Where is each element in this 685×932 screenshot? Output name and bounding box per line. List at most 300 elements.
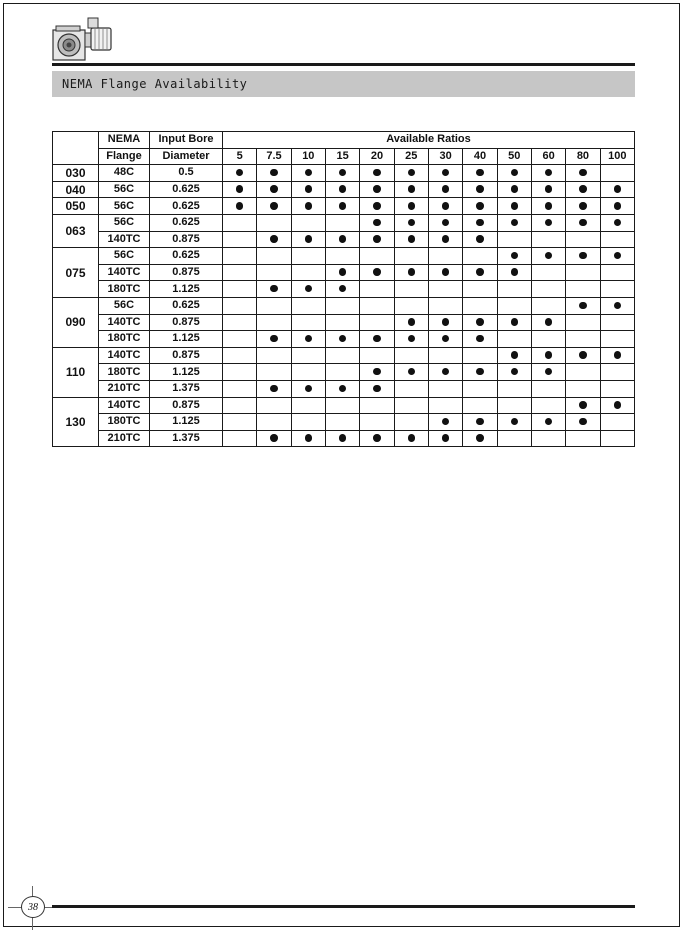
- ratio-availability-cell: [531, 181, 565, 198]
- ratio-availability-cell: [566, 331, 600, 348]
- ratio-availability-cell: [257, 331, 291, 348]
- filled-dot-icon: [339, 268, 347, 276]
- available-ratios-header: Available Ratios: [223, 132, 635, 149]
- footer-rule: [52, 905, 635, 908]
- ratio-availability-cell: [497, 264, 531, 281]
- table-row: [53, 281, 635, 298]
- filled-dot-icon: [305, 235, 313, 243]
- ratio-header-cell: 10: [291, 148, 325, 165]
- filled-dot-icon: [270, 335, 278, 343]
- filled-dot-icon: [270, 202, 278, 210]
- ratio-availability-cell: [360, 165, 394, 182]
- gearbox-size-cell: 075: [53, 248, 99, 298]
- filled-dot-icon: [408, 202, 416, 210]
- ratio-availability-cell: [428, 281, 462, 298]
- filled-dot-icon: [511, 169, 519, 177]
- ratio-availability-cell: [360, 430, 394, 447]
- ratio-availability-cell: [394, 414, 428, 431]
- bore-diameter-cell: 0.625: [150, 297, 223, 314]
- ratio-availability-cell: [325, 198, 359, 215]
- ratio-availability-cell: [531, 430, 565, 447]
- ratio-availability-cell: [223, 264, 257, 281]
- ratio-availability-cell: [360, 414, 394, 431]
- ratio-availability-cell: [291, 331, 325, 348]
- ratio-header-cell: 100: [600, 148, 634, 165]
- filled-dot-icon: [545, 202, 553, 210]
- ratio-availability-cell: [463, 314, 497, 331]
- ratio-availability-cell: [531, 414, 565, 431]
- bore-diameter-cell: 0.875: [150, 347, 223, 364]
- ratio-availability-cell: [566, 214, 600, 231]
- ratio-header-cell: 20: [360, 148, 394, 165]
- table-row: [53, 331, 635, 348]
- ratio-availability-cell: [291, 314, 325, 331]
- ratio-availability-cell: [257, 364, 291, 381]
- nema-flange-cell: 140TC: [99, 347, 150, 364]
- filled-dot-icon: [476, 335, 484, 343]
- gearbox-size-cell: 090: [53, 297, 99, 347]
- ratio-availability-cell: [291, 364, 325, 381]
- ratio-availability-cell: [497, 297, 531, 314]
- ratio-availability-cell: [325, 231, 359, 248]
- ratio-availability-cell: [600, 281, 634, 298]
- table-row: [53, 430, 635, 447]
- ratio-availability-cell: [291, 181, 325, 198]
- filled-dot-icon: [614, 351, 622, 359]
- filled-dot-icon: [305, 285, 313, 293]
- ratio-availability-cell: [291, 198, 325, 215]
- filled-dot-icon: [545, 418, 553, 426]
- ratio-availability-cell: [428, 248, 462, 265]
- ratio-availability-cell: [566, 414, 600, 431]
- ratio-availability-cell: [531, 198, 565, 215]
- ratio-availability-cell: [325, 214, 359, 231]
- ratio-availability-cell: [566, 264, 600, 281]
- filled-dot-icon: [408, 268, 416, 276]
- ratio-availability-cell: [600, 414, 634, 431]
- filled-dot-icon: [305, 185, 313, 193]
- ratio-availability-cell: [566, 430, 600, 447]
- ratio-availability-cell: [394, 264, 428, 281]
- filled-dot-icon: [339, 185, 347, 193]
- filled-dot-icon: [476, 318, 484, 326]
- nema-flange-cell: 140TC: [99, 397, 150, 414]
- ratio-availability-cell: [394, 364, 428, 381]
- filled-dot-icon: [511, 202, 519, 210]
- filled-dot-icon: [614, 219, 622, 227]
- table-header-row: [53, 132, 635, 149]
- ratio-availability-cell: [394, 331, 428, 348]
- bore-diameter-cell: 1.375: [150, 380, 223, 397]
- ratio-availability-cell: [566, 397, 600, 414]
- filled-dot-icon: [408, 235, 416, 243]
- ratio-availability-cell: [600, 331, 634, 348]
- table-row: [53, 414, 635, 431]
- gearbox-size-cell: 030: [53, 165, 99, 182]
- ratio-availability-cell: [566, 347, 600, 364]
- filled-dot-icon: [373, 219, 381, 227]
- ratio-availability-cell: [394, 214, 428, 231]
- bore-diameter-cell: 0.875: [150, 314, 223, 331]
- ratio-availability-cell: [291, 231, 325, 248]
- nema-flange-cell: 56C: [99, 297, 150, 314]
- ratio-availability-cell: [566, 231, 600, 248]
- ratio-availability-cell: [497, 231, 531, 248]
- bore-diameter-cell: 1.125: [150, 331, 223, 348]
- ratio-availability-cell: [257, 297, 291, 314]
- ratio-availability-cell: [463, 214, 497, 231]
- filled-dot-icon: [545, 185, 553, 193]
- ratio-availability-cell: [566, 165, 600, 182]
- ratio-availability-cell: [223, 281, 257, 298]
- table-row: [53, 314, 635, 331]
- nema-flange-cell: 56C: [99, 248, 150, 265]
- filled-dot-icon: [579, 202, 587, 210]
- ratio-availability-cell: [360, 297, 394, 314]
- ratio-availability-cell: [257, 231, 291, 248]
- table-row: [53, 165, 635, 182]
- bore-header-top: Input Bore: [150, 132, 223, 149]
- filled-dot-icon: [442, 268, 450, 276]
- filled-dot-icon: [408, 368, 416, 376]
- ratio-availability-cell: [394, 281, 428, 298]
- filled-dot-icon: [476, 268, 484, 276]
- ratio-availability-cell: [428, 397, 462, 414]
- filled-dot-icon: [442, 418, 450, 426]
- filled-dot-icon: [408, 434, 416, 442]
- ratio-availability-cell: [566, 364, 600, 381]
- ratio-availability-cell: [531, 347, 565, 364]
- ratio-availability-cell: [291, 297, 325, 314]
- ratio-availability-cell: [428, 264, 462, 281]
- nema-flange-cell: 56C: [99, 214, 150, 231]
- ratio-availability-cell: [463, 281, 497, 298]
- table-row: [53, 214, 635, 231]
- ratio-availability-cell: [497, 414, 531, 431]
- filled-dot-icon: [511, 185, 519, 193]
- filled-dot-icon: [442, 169, 450, 177]
- nema-flange-cell: 180TC: [99, 364, 150, 381]
- ratio-availability-cell: [566, 297, 600, 314]
- nema-flange-cell: 140TC: [99, 314, 150, 331]
- ratio-header-cell: 40: [463, 148, 497, 165]
- ratio-header-cell: 25: [394, 148, 428, 165]
- ratio-availability-cell: [463, 264, 497, 281]
- ratio-availability-cell: [325, 430, 359, 447]
- ratio-availability-cell: [497, 364, 531, 381]
- size-header-cell: [53, 132, 99, 165]
- ratio-availability-cell: [531, 297, 565, 314]
- filled-dot-icon: [236, 169, 244, 177]
- filled-dot-icon: [545, 219, 553, 227]
- ratio-availability-cell: [428, 414, 462, 431]
- filled-dot-icon: [408, 318, 416, 326]
- ratio-availability-cell: [325, 165, 359, 182]
- ratio-availability-cell: [566, 198, 600, 215]
- ratio-availability-cell: [600, 198, 634, 215]
- filled-dot-icon: [579, 418, 587, 426]
- nema-flange-cell: 140TC: [99, 264, 150, 281]
- ratio-availability-cell: [257, 181, 291, 198]
- bore-diameter-cell: 0.875: [150, 397, 223, 414]
- ratio-availability-cell: [291, 264, 325, 281]
- ratio-availability-cell: [223, 414, 257, 431]
- gearbox-size-cell: 130: [53, 397, 99, 447]
- ratio-availability-cell: [325, 248, 359, 265]
- ratio-availability-cell: [428, 231, 462, 248]
- filled-dot-icon: [373, 235, 381, 243]
- nema-flange-cell: 48C: [99, 165, 150, 182]
- ratio-availability-cell: [291, 347, 325, 364]
- filled-dot-icon: [339, 385, 347, 393]
- filled-dot-icon: [442, 185, 450, 193]
- filled-dot-icon: [339, 335, 347, 343]
- ratio-availability-cell: [531, 397, 565, 414]
- section-title: NEMA Flange Availability: [62, 77, 248, 91]
- ratio-availability-cell: [291, 414, 325, 431]
- ratio-availability-cell: [360, 380, 394, 397]
- ratio-header-row: [53, 148, 635, 165]
- filled-dot-icon: [305, 385, 313, 393]
- ratio-availability-cell: [223, 331, 257, 348]
- ratio-availability-cell: [394, 181, 428, 198]
- ratio-availability-cell: [223, 430, 257, 447]
- ratio-availability-cell: [394, 165, 428, 182]
- ratio-availability-cell: [394, 248, 428, 265]
- ratio-availability-cell: [566, 281, 600, 298]
- table-row: [53, 297, 635, 314]
- ratio-availability-cell: [600, 264, 634, 281]
- gear-reducer-icon: [52, 16, 116, 62]
- filled-dot-icon: [511, 252, 519, 260]
- ratio-availability-cell: [257, 165, 291, 182]
- table-row: [53, 347, 635, 364]
- ratio-availability-cell: [325, 314, 359, 331]
- ratio-availability-cell: [531, 165, 565, 182]
- nema-flange-cell: 56C: [99, 198, 150, 215]
- gearbox-size-cell: 063: [53, 214, 99, 247]
- ratio-availability-cell: [223, 231, 257, 248]
- ratio-availability-cell: [325, 414, 359, 431]
- filled-dot-icon: [545, 351, 553, 359]
- filled-dot-icon: [270, 385, 278, 393]
- ratio-availability-cell: [394, 347, 428, 364]
- ratio-availability-cell: [394, 314, 428, 331]
- filled-dot-icon: [442, 318, 450, 326]
- filled-dot-icon: [339, 202, 347, 210]
- table-row: [53, 231, 635, 248]
- ratio-availability-cell: [360, 181, 394, 198]
- ratio-availability-cell: [531, 214, 565, 231]
- ratio-availability-cell: [257, 414, 291, 431]
- ratio-availability-cell: [394, 430, 428, 447]
- ratio-availability-cell: [463, 231, 497, 248]
- filled-dot-icon: [442, 235, 450, 243]
- nema-flange-cell: 180TC: [99, 281, 150, 298]
- ratio-availability-cell: [360, 264, 394, 281]
- filled-dot-icon: [373, 368, 381, 376]
- filled-dot-icon: [511, 268, 519, 276]
- ratio-availability-cell: [497, 380, 531, 397]
- ratio-availability-cell: [531, 314, 565, 331]
- ratio-availability-cell: [325, 397, 359, 414]
- filled-dot-icon: [373, 434, 381, 442]
- filled-dot-icon: [579, 302, 587, 310]
- filled-dot-icon: [408, 169, 416, 177]
- ratio-header-cell: 60: [531, 148, 565, 165]
- filled-dot-icon: [545, 252, 553, 260]
- filled-dot-icon: [614, 252, 622, 260]
- filled-dot-icon: [511, 351, 519, 359]
- ratio-availability-cell: [223, 198, 257, 215]
- filled-dot-icon: [579, 185, 587, 193]
- ratio-availability-cell: [325, 380, 359, 397]
- ratio-availability-cell: [394, 198, 428, 215]
- ratio-availability-cell: [257, 214, 291, 231]
- ratio-availability-cell: [428, 331, 462, 348]
- filled-dot-icon: [614, 202, 622, 210]
- ratio-availability-cell: [428, 165, 462, 182]
- ratio-availability-cell: [531, 264, 565, 281]
- bore-diameter-cell: 0.875: [150, 264, 223, 281]
- ratio-availability-cell: [600, 248, 634, 265]
- ratio-availability-cell: [325, 264, 359, 281]
- filled-dot-icon: [476, 202, 484, 210]
- filled-dot-icon: [270, 169, 278, 177]
- ratio-availability-cell: [257, 380, 291, 397]
- ratio-availability-cell: [428, 198, 462, 215]
- filled-dot-icon: [305, 335, 313, 343]
- filled-dot-icon: [373, 185, 381, 193]
- bore-diameter-cell: 0.625: [150, 214, 223, 231]
- filled-dot-icon: [305, 202, 313, 210]
- filled-dot-icon: [476, 434, 484, 442]
- filled-dot-icon: [614, 302, 622, 310]
- header-rule: [52, 63, 635, 66]
- filled-dot-icon: [511, 418, 519, 426]
- filled-dot-icon: [339, 235, 347, 243]
- bore-diameter-cell: 1.125: [150, 414, 223, 431]
- ratio-availability-cell: [325, 281, 359, 298]
- ratio-availability-cell: [360, 314, 394, 331]
- ratio-availability-cell: [394, 380, 428, 397]
- ratio-availability-cell: [428, 314, 462, 331]
- ratio-availability-cell: [600, 214, 634, 231]
- ratio-availability-cell: [291, 165, 325, 182]
- ratio-availability-cell: [394, 297, 428, 314]
- filled-dot-icon: [270, 285, 278, 293]
- bore-diameter-cell: 0.875: [150, 231, 223, 248]
- ratio-availability-cell: [257, 314, 291, 331]
- filled-dot-icon: [442, 202, 450, 210]
- ratio-header-cell: 15: [325, 148, 359, 165]
- ratio-availability-cell: [600, 380, 634, 397]
- ratio-availability-cell: [428, 297, 462, 314]
- ratio-availability-cell: [223, 214, 257, 231]
- ratio-availability-cell: [223, 397, 257, 414]
- ratio-availability-cell: [360, 231, 394, 248]
- ratio-availability-cell: [463, 397, 497, 414]
- ratio-availability-cell: [497, 214, 531, 231]
- nema-flange-cell: 56C: [99, 181, 150, 198]
- table-row: [53, 264, 635, 281]
- gearbox-size-cell: 040: [53, 181, 99, 198]
- filled-dot-icon: [442, 368, 450, 376]
- ratio-availability-cell: [257, 264, 291, 281]
- nema-flange-cell: 180TC: [99, 331, 150, 348]
- ratio-availability-cell: [463, 248, 497, 265]
- ratio-availability-cell: [463, 364, 497, 381]
- filled-dot-icon: [476, 185, 484, 193]
- ratio-availability-cell: [497, 181, 531, 198]
- filled-dot-icon: [511, 368, 519, 376]
- filled-dot-icon: [408, 335, 416, 343]
- nema-flange-cell: 140TC: [99, 231, 150, 248]
- filled-dot-icon: [373, 169, 381, 177]
- ratio-availability-cell: [463, 331, 497, 348]
- ratio-availability-cell: [531, 281, 565, 298]
- ratio-availability-cell: [566, 248, 600, 265]
- table-row: [53, 248, 635, 265]
- ratio-availability-cell: [531, 364, 565, 381]
- ratio-availability-cell: [223, 248, 257, 265]
- ratio-availability-cell: [257, 347, 291, 364]
- ratio-availability-cell: [360, 198, 394, 215]
- ratio-availability-cell: [257, 397, 291, 414]
- filled-dot-icon: [614, 185, 622, 193]
- filled-dot-icon: [476, 418, 484, 426]
- ratio-availability-cell: [566, 181, 600, 198]
- ratio-header-cell: 7.5: [257, 148, 291, 165]
- ratio-availability-cell: [531, 380, 565, 397]
- ratio-availability-cell: [325, 331, 359, 348]
- table-row: [53, 380, 635, 397]
- filled-dot-icon: [305, 169, 313, 177]
- filled-dot-icon: [579, 169, 587, 177]
- ratio-availability-cell: [600, 364, 634, 381]
- nema-flange-cell: 210TC: [99, 380, 150, 397]
- ratio-availability-cell: [566, 314, 600, 331]
- ratio-availability-cell: [463, 380, 497, 397]
- bore-diameter-cell: 1.125: [150, 281, 223, 298]
- ratio-availability-cell: [223, 314, 257, 331]
- ratio-header-cell: 80: [566, 148, 600, 165]
- page-number: 38: [21, 896, 45, 918]
- nema-flange-cell: 210TC: [99, 430, 150, 447]
- ratio-availability-cell: [325, 347, 359, 364]
- ratio-availability-cell: [325, 364, 359, 381]
- bore-diameter-cell: 0.625: [150, 181, 223, 198]
- filled-dot-icon: [236, 202, 244, 210]
- ratio-availability-cell: [428, 380, 462, 397]
- ratio-availability-cell: [463, 165, 497, 182]
- ratio-availability-cell: [463, 198, 497, 215]
- filled-dot-icon: [373, 202, 381, 210]
- ratio-availability-cell: [566, 380, 600, 397]
- ratio-availability-cell: [463, 414, 497, 431]
- ratio-availability-cell: [223, 380, 257, 397]
- ratio-availability-cell: [394, 231, 428, 248]
- ratio-availability-cell: [428, 347, 462, 364]
- ratio-availability-cell: [497, 397, 531, 414]
- gearbox-size-cell: 050: [53, 198, 99, 215]
- bore-diameter-cell: 1.125: [150, 364, 223, 381]
- filled-dot-icon: [339, 434, 347, 442]
- ratio-availability-cell: [497, 198, 531, 215]
- filled-dot-icon: [305, 434, 313, 442]
- filled-dot-icon: [442, 335, 450, 343]
- ratio-availability-cell: [257, 430, 291, 447]
